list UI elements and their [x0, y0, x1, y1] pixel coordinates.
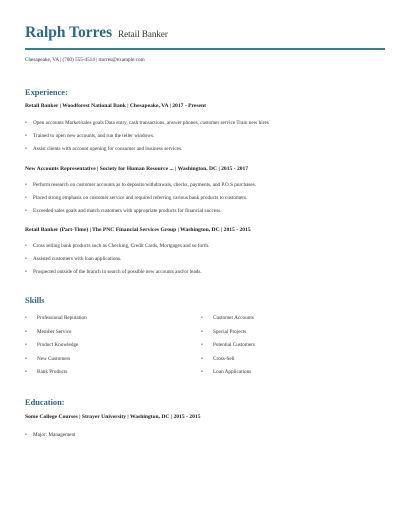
- list-item: • Customer Accounts: [201, 315, 254, 321]
- job-1-bullets: [25, 120, 269, 159]
- list-item: • Member Service: [25, 328, 72, 335]
- candidate-name: Ralph Torres: [25, 24, 113, 41]
- job-heading-3: Retail Banker (Part-Time) | The PNC Financial Services Group | Washington, DC | 2015 - 2015: [25, 227, 251, 233]
- list-item: • Cross selling bank products such as Checking, Credit Cards, Mortgages and so forth.: [25, 243, 210, 249]
- list-item: • Open accounts Market/sales goals Data entry, cash transactions, answer phones, customer service Train new hires: [25, 120, 269, 126]
- bullet-dot-icon: •: [25, 146, 27, 152]
- bullet-dot-icon: •: [25, 342, 27, 348]
- list-item: • New Customers: [25, 355, 71, 362]
- list-item: • Special Projects: [201, 328, 247, 335]
- list-item: • Potential Customers: [201, 342, 255, 348]
- list-item: • Perform research on customer accounts as to deposits/withdrawals, checks, payments, and P.O.S purchases.: [25, 182, 257, 188]
- bullet-dot-icon: •: [25, 355, 27, 362]
- bullet-dot-icon: •: [201, 315, 203, 321]
- education-entry-heading: Some College Courses | Strayer University | Washington, DC | 2015 - 2015: [25, 414, 201, 420]
- list-item: • Professional Reputation: [25, 315, 87, 321]
- skills-left-column: [25, 315, 87, 383]
- bullet-dot-icon: •: [25, 328, 27, 335]
- list-item: • Trained to open new accounts, and run the teller windows.: [25, 133, 155, 139]
- list-item: • Assist clients with account opening for consumer and business services.: [25, 146, 183, 152]
- bullet-dot-icon: •: [25, 269, 27, 275]
- list-item: • Product Knowledge: [25, 342, 79, 348]
- list-item: • Major: Management: [25, 432, 76, 438]
- list-item: • Assisted customers with loan applications.: [25, 256, 122, 262]
- education-heading: Education:: [25, 398, 65, 407]
- list-item: • Cross-Sell: [201, 355, 235, 362]
- job-2-bullets: [25, 182, 256, 221]
- bullet-dot-icon: •: [25, 182, 27, 188]
- bullet-dot-icon: •: [201, 369, 203, 375]
- bullet-dot-icon: •: [25, 133, 27, 139]
- education-bullets: [25, 432, 76, 438]
- resume-header: [25, 24, 385, 42]
- job-3-bullets: [25, 243, 209, 282]
- bullet-dot-icon: •: [201, 328, 203, 335]
- bullet-dot-icon: •: [25, 256, 27, 262]
- bullet-dot-icon: •: [25, 432, 27, 438]
- list-item: • Exceeded sales goals and match customers with appropriate products for financial success.: [25, 208, 222, 214]
- bullet-dot-icon: •: [201, 342, 203, 348]
- bullet-dot-icon: •: [25, 369, 27, 375]
- header-divider: [25, 48, 385, 50]
- bullet-dot-icon: •: [25, 243, 27, 249]
- name-row: [25, 24, 385, 42]
- list-item: • Prospected outside of the branch in search of possible new accounts and/or leads.: [25, 269, 202, 275]
- candidate-title: Retail Banker: [118, 29, 168, 39]
- list-item: • Bank Products: [25, 369, 68, 375]
- contact-line: Chesapeake, VA | (760) 555-4514 | rtorres@example.com: [25, 57, 145, 63]
- experience-heading: Experience:: [25, 88, 68, 97]
- list-item: • Placed strong emphasis on customer service and required referring various bank products to customers.: [25, 195, 248, 201]
- job-heading-2: New Accounts Representative | Society for Human Resource ... | Washington, DC | 2015 - 2017: [25, 166, 249, 172]
- bullet-dot-icon: •: [25, 208, 27, 214]
- list-item: • Loan Applications: [201, 369, 252, 375]
- skills-right-column: [201, 315, 255, 383]
- bullet-dot-icon: •: [201, 355, 203, 362]
- job-heading-1: Retail Banker | Woodforest National Bank | Chesapeake, VA | 2017 - Present: [25, 103, 206, 109]
- bullet-dot-icon: •: [25, 195, 27, 201]
- bullet-dot-icon: •: [25, 315, 27, 321]
- skills-heading: Skills: [25, 296, 45, 305]
- bullet-dot-icon: •: [25, 120, 27, 126]
